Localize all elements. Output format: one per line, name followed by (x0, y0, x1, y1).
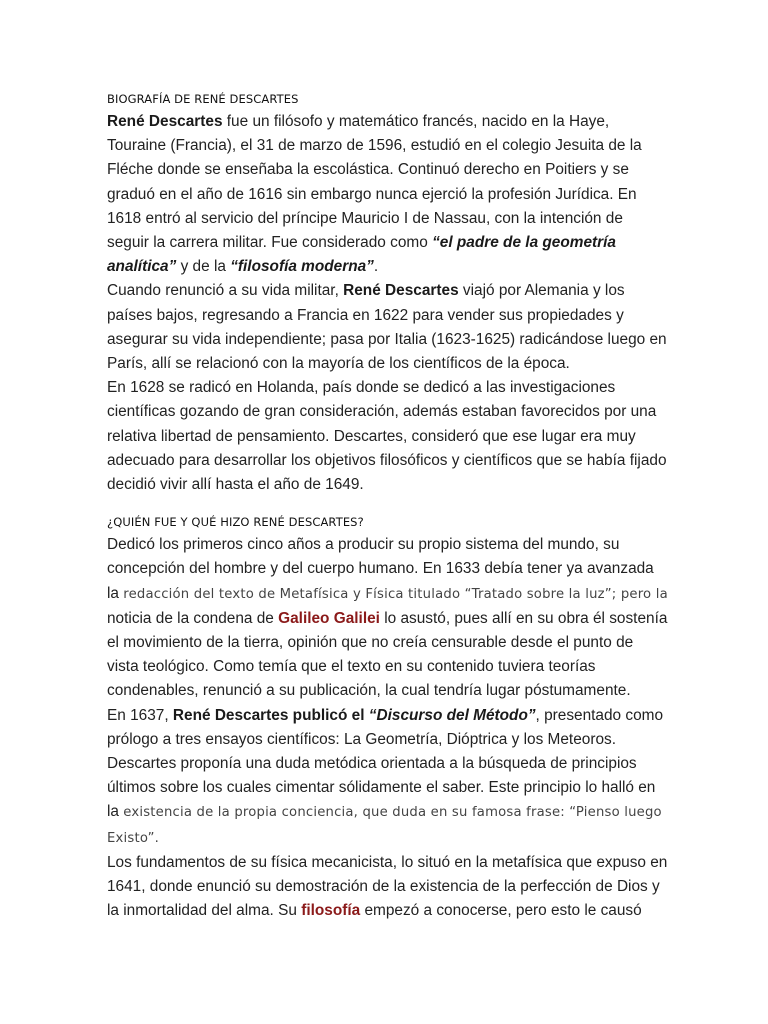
quote-discurso: “Discurso del Método” (368, 706, 536, 724)
filosofia-link[interactable]: filosofía (301, 902, 361, 920)
paragraph-intro (107, 110, 668, 279)
quote-filosofia-moderna: “filosofía moderna” (230, 258, 374, 276)
paragraph-text: . (373, 258, 379, 276)
paragraph-system (107, 533, 668, 703)
paragraph-text: noticia de la condena de (107, 609, 279, 627)
paragraph-text: viajó por Alemania y los países bajos, regresando a Francia en 1622 para vender sus propiedades y asegurar su vida independiente; pasa por Italia (1623-1625) radicándose luego en París, allí se relacionó con la mayoría de los científicos de la época. (107, 282, 667, 373)
paragraph-text: Dedicó los primeros cinco años a producir su propio sistema del mundo, su concepción del hombre y del cuerpo humano. En 1633 debía tener ya avanzada la (107, 536, 654, 602)
section-heading-quien-fue: ¿QUIÉN FUE Y QUÉ HIZO RENÉ DESCARTES? (107, 515, 364, 530)
quote-geometria: “el padre de la geometría analítica” (107, 234, 616, 276)
paragraph-text: Cuando renunció a su vida militar, (107, 282, 344, 300)
paragraph-text: fue un filósofo y matemático francés, nacido en la Haye, Touraine (Francia), el 31 de marzo de 1596, estudió en el colegio Jesuita de la Fléche donde se enseñaba la escolástica. Continuó derecho en Poitiers y se graduó en el año de 1616 sin embargo nunca ejerció la profesión Jurídica. En 1618 entró al servicio del príncipe Mauricio I de Nassau, con la intención de seguir la carrera militar. Fue considerado como (107, 113, 642, 252)
paragraph-text: lo asustó, pues allí en su obra él sostenía el movimiento de la tierra, opinión que no creía censurable desde el punto de vista teológico. Como temía que el texto en su contenido tuviera teorías condenables, renunció a su publicación, la cual tendría lugar póstumamente. (107, 609, 668, 700)
bold-name: René Descartes (343, 282, 459, 300)
section-heading-biografia: BIOGRAFÍA DE RENÉ DESCARTES (107, 92, 299, 106)
galileo-link[interactable]: Galileo Galilei (278, 609, 380, 627)
bold-text: René Descartes publicó el (172, 706, 369, 724)
paragraph-travels (107, 279, 668, 376)
bold-name: René Descartes (107, 113, 223, 130)
paragraph-text: , presentado como prólogo a tres ensayos científicos: La Geometría, Dióptrica y los Meteoros. Descartes proponía una duda metódica orientada a la búsqueda de principios últimos sobre los cuales cimentar sólidamente el saber. Este principio lo halló en la (107, 706, 664, 821)
thin-text: redacción del texto de Metafísica y Física titulado “Tratado sobre la luz”; pero la (123, 586, 668, 602)
paragraph-text: En 1637, (107, 706, 173, 724)
thin-text: existencia de la propia conciencia, que duda en su famosa frase: “Pienso luego Existo”. (107, 805, 662, 846)
paragraph-text: Los fundamentos de su física mecanicista, lo situó en la metafísica que expuso en 1641, donde enunció su demostración de la existencia de la perfección de Dios y la inmortalidad del alma. Su (107, 853, 668, 920)
paragraph-text: empezó a conocerse, pero esto le causó (360, 902, 642, 920)
paragraph-discurso (107, 704, 668, 851)
paragraph-physics (107, 851, 668, 924)
paragraph-text: y de la (176, 258, 231, 276)
paragraph-holland: En 1628 se radicó en Holanda, país donde se dedicó a las investigaciones científicas gozando de gran consideración, además estaban favorecidos por una relativa libertad de pensamiento. Descartes, consideró que ese lugar era muy adecuado para desarrollar los objetivos filosóficos y científicos que se había fijado decidió vivir allí hasta el año de 1649. (107, 379, 667, 494)
